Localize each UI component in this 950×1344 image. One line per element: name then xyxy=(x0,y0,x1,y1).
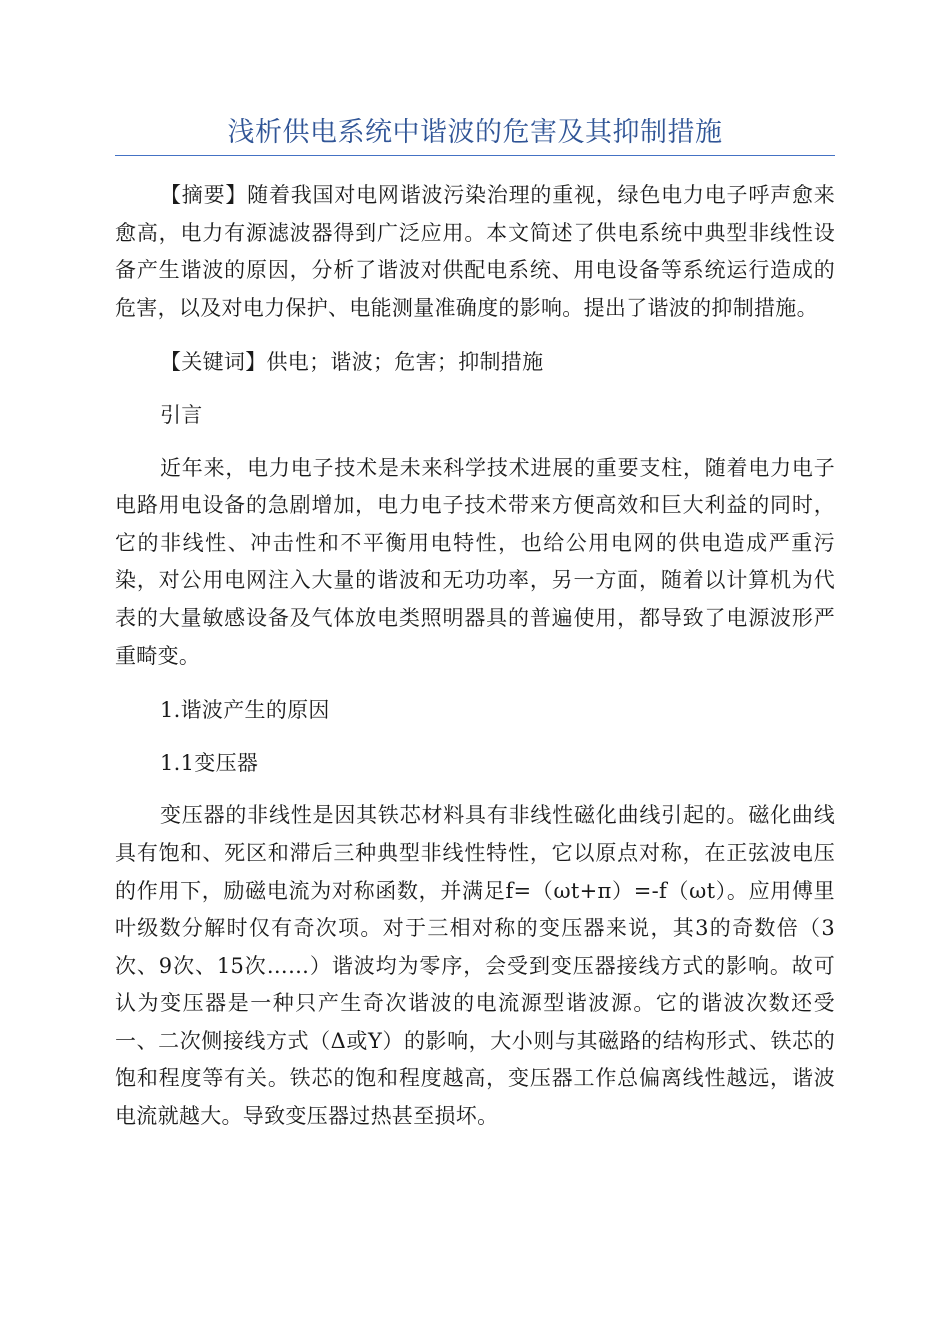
keywords-paragraph: 【关键词】供电；谐波；危害；抑制措施 xyxy=(160,350,544,375)
document-title: 浅析供电系统中谐波的危害及其抑制措施 xyxy=(227,117,723,148)
section-1-1-paragraph: 变压器的非线性是因其铁芯材料具有非线性磁化曲线引起的。磁化曲线具有饱和、死区和滞后三种典型非线性特性，它以原点对称，在正弦波电压的作用下，励磁电流为对称函数，并满足f=（ωt+π）=-f（ωt）。应用傅里叶级数分解时仅有奇次项。对于三相对称的变压器来说，其3的奇数倍（3次、9次、15次……）谐波均为零序，会受到变压器接线方式的影响。故可认为变压器是一种只产生奇次谐波的电流源型谐波源。它的谐波次数还受一、二次侧接线方式（Δ或Y）的影响，大小则与其磁路的结构形式、铁芯的饱和程度等有关。铁芯的饱和程度越高，变压器工作总偏离线性越远，谐波电流就越大。导致变压器过热甚至损坏。 xyxy=(115,803,835,1129)
section-1-heading: 1.谐波产生的原因 xyxy=(160,698,330,723)
title-underline xyxy=(115,155,835,156)
abstract-paragraph: 【摘要】随着我国对电网谐波污染治理的重视，绿色电力电子呼声愈来愈高，电力有源滤波器得到广泛应用。本文简述了供电系统中典型非线性设备产生谐波的原因，分析了谐波对供配电系统、用电设备等系统运行造成的危害，以及对电力保护、电能测量准确度的影响。提出了谐波的抑制措施。 xyxy=(115,183,835,320)
document-body xyxy=(115,177,835,1136)
intro-paragraph: 近年来，电力电子技术是未来科学技术进展的重要支柱，随着电力电子电路用电设备的急剧增加，电力电子技术带来方便高效和巨大利益的同时，它的非线性、冲击性和不平衡用电特性，也给公用电网的供电造成严重污染，对公用电网注入大量的谐波和无功功率，另一方面，随着以计算机为代表的大量敏感设备及气体放电类照明器具的普遍使用，都导致了电源波形严重畸变。 xyxy=(115,455,835,668)
intro-heading: 引言 xyxy=(160,402,203,427)
section-1-1-heading: 1.1变压器 xyxy=(160,750,259,775)
